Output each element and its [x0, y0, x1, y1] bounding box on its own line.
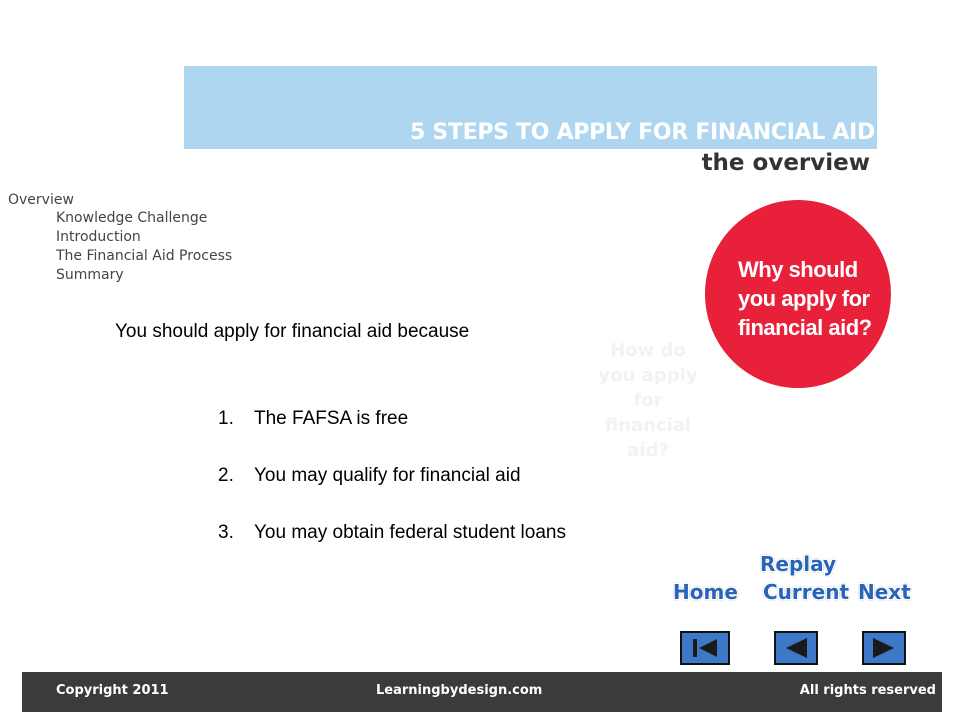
list-item: [218, 522, 566, 551]
outline-item-introduction[interactable]: Introduction: [56, 229, 141, 245]
next-button[interactable]: [862, 631, 906, 665]
outline-item-overview[interactable]: Overview: [8, 192, 74, 208]
faded-question-bubble: How do you apply for financial aid?: [598, 340, 698, 461]
footer-copyright: Copyright 2011: [56, 683, 169, 698]
highlight-question: Why should you apply for financial aid?: [738, 257, 872, 340]
list-number: 2.: [218, 465, 234, 486]
outline-item-knowledge-challenge[interactable]: Knowledge Challenge: [56, 210, 208, 226]
page-title: 5 STEPS TO APPLY FOR FINANCIAL AID: [409, 120, 875, 145]
next-label: Next: [858, 580, 911, 604]
list-number: 1.: [218, 408, 234, 429]
list-text: The FAFSA is free: [254, 408, 409, 429]
list-item: [218, 465, 566, 494]
current-label: Current: [763, 580, 850, 604]
replay-label: Replay: [760, 552, 837, 576]
reasons-list: [218, 408, 566, 579]
home-label: Home: [673, 580, 738, 604]
replay-current-button[interactable]: [774, 631, 818, 665]
page-subtitle: the overview: [701, 150, 870, 176]
outline-item-financial-aid-process[interactable]: The Financial Aid Process: [56, 248, 233, 264]
list-number: 3.: [218, 522, 234, 543]
play-back-icon: [776, 633, 816, 663]
outline-item-summary[interactable]: Summary: [56, 267, 124, 283]
footer-site[interactable]: Learningbydesign.com: [376, 683, 543, 698]
intro-text: You should apply for financial aid because: [115, 321, 470, 342]
course-outline: [8, 192, 232, 286]
play-forward-icon: [864, 633, 904, 663]
list-text: You may obtain federal student loans: [254, 522, 566, 543]
footer-rights: All rights reserved: [799, 683, 936, 698]
list-text: You may qualify for financial aid: [254, 465, 521, 486]
list-item: [218, 408, 566, 437]
home-button[interactable]: [680, 631, 730, 665]
skip-start-icon: [682, 633, 728, 663]
footer-bar: [22, 672, 942, 712]
